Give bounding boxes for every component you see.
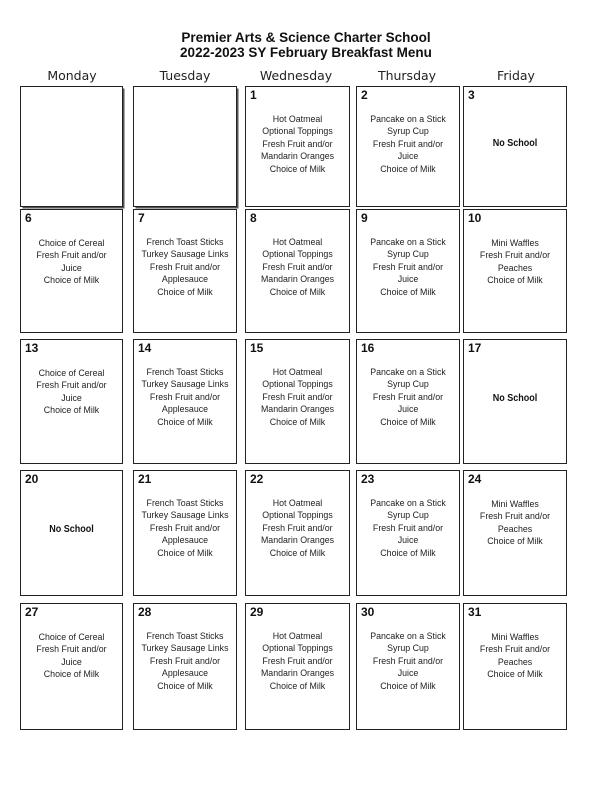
menu-item: Turkey Sausage Links [141,379,229,391]
menu-item: Juice [397,668,419,680]
date-number: 29 [250,605,264,619]
empty-day-cell [133,86,237,207]
menu-item: Choice of Milk [157,680,213,692]
menu-item: Optional Toppings [262,249,333,261]
day-cell-2 [356,86,460,207]
menu-item: Applesauce [161,404,209,416]
menu-item: Hot Oatmeal [272,114,323,125]
date-number: 2 [361,88,368,102]
menu-item: Turkey Sausage Links [141,510,229,522]
menu-items [138,237,232,299]
menu-item: Juice [61,392,82,404]
menu-item: Fresh Fruit and/or [149,522,221,534]
menu-item: Choice of Milk [43,275,100,287]
menu-items [138,498,232,560]
menu-item: Hot Oatmeal [272,498,323,509]
menu-items [138,631,232,693]
menu-item: Hot Oatmeal [272,631,323,642]
menu-item: Fresh Fruit and/or [372,261,444,273]
menu-item: Mandarin Oranges [260,535,335,547]
menu-item: Pancake on a Stick [370,367,446,378]
menu-item: Pancake on a Stick [370,237,446,248]
menu-item: Pancake on a Stick [370,498,446,509]
date-number: 3 [468,88,475,102]
date-number: 6 [25,211,32,225]
date-number: 9 [361,211,368,225]
menu-item: Fresh Fruit and/or [372,522,444,534]
menu-item: Choice of Milk [380,286,436,298]
menu-items [250,498,345,560]
date-number: 30 [361,605,375,619]
menu-item: Choice of Milk [157,547,213,559]
menu-item: Turkey Sausage Links [141,249,229,261]
date-number: 7 [138,211,145,225]
day-cell-27 [20,603,123,730]
day-cell-6 [20,209,123,333]
menu-item: Fresh Fruit and/or [262,522,333,534]
menu-item: Juice [397,404,419,416]
menu-item: Choice of Milk [487,669,543,681]
date-number: 13 [25,341,39,355]
menu-item: Juice [397,274,419,286]
day-cell-31 [463,603,567,730]
menu-item: Juice [61,262,82,274]
menu-item: Choice of Milk [269,416,326,428]
day-cell-17 [463,339,567,464]
menu-item: Fresh Fruit and/or [262,655,333,667]
menu-item: Mini Waffles [491,632,539,643]
day-header-thursday: Thursday [377,68,437,83]
day-cell-9 [356,209,460,333]
date-number: 15 [250,341,264,355]
menu-item: French Toast Sticks [146,631,224,642]
menu-item: French Toast Sticks [146,237,224,248]
menu-item: Fresh Fruit and/or [479,511,551,523]
menu-items [250,114,345,176]
menu-item: Fresh Fruit and/or [262,391,333,403]
day-header-wednesday: Wednesday [259,68,333,83]
day-cell-13 [20,339,123,464]
menu-item: Fresh Fruit and/or [372,138,444,150]
date-number: 24 [468,472,482,486]
menu-item: Choice of Milk [269,163,326,175]
menu-item: Choice of Milk [43,669,100,681]
menu-item: Syrup Cup [387,249,429,261]
date-number: 27 [25,605,39,619]
menu-item: Pancake on a Stick [370,631,446,642]
menu-item: Juice [61,656,82,668]
day-cell-30 [356,603,460,730]
date-number: 20 [25,472,39,486]
menu-item: Fresh Fruit and/or [262,261,333,273]
menu-item: Choice of Milk [487,536,543,548]
day-header-tuesday: Tuesday [159,68,211,83]
date-number: 1 [250,88,257,102]
menu-item: Peaches [497,656,533,668]
menu-items [468,632,562,682]
menu-item: Mini Waffles [491,499,539,510]
menu-items [250,631,345,693]
menu-items [468,238,562,288]
menu-item: Fresh Fruit and/or [479,644,551,656]
no-school-note: No School [492,137,538,149]
menu-items [361,498,455,560]
date-number: 22 [250,472,264,486]
day-cell-29 [245,603,350,730]
date-number: 28 [138,605,152,619]
menu-item: French Toast Sticks [146,498,224,509]
menu-item: Choice of Milk [269,547,326,559]
menu-item: Fresh Fruit and/or [149,655,221,667]
menu-items [25,238,118,288]
day-cell-24 [463,470,567,596]
day-cell-21 [133,470,237,596]
day-cell-14 [133,339,237,464]
date-number: 16 [361,341,375,355]
menu-item: Applesauce [161,274,209,286]
menu-item: Choice of Milk [43,405,100,417]
menu-item: Peaches [497,523,533,535]
menu-item: Mandarin Oranges [260,151,335,163]
day-cell-10 [463,209,567,333]
menu-item: Choice of Milk [269,286,326,298]
menu-item: Choice of Cereal [38,368,105,379]
date-number: 10 [468,211,482,225]
date-number: 23 [361,472,375,486]
menu-item: Juice [397,535,419,547]
menu-items [361,631,455,693]
menu-item: Syrup Cup [387,643,429,655]
menu-item: Mandarin Oranges [260,404,335,416]
menu-item: Fresh Fruit and/or [479,250,551,262]
menu-item: Optional Toppings [262,643,333,655]
day-cell-16 [356,339,460,464]
menu-item: Choice of Milk [380,163,436,175]
menu-items [468,499,562,549]
day-cell-23 [356,470,460,596]
menu-items [250,367,345,429]
menu-item: Optional Toppings [262,126,333,138]
date-number: 8 [250,211,257,225]
empty-day-cell [20,86,123,207]
day-header-friday: Friday [497,68,535,83]
date-number: 17 [468,341,482,355]
menu-item: Applesauce [161,535,209,547]
day-cell-1 [245,86,350,207]
menu-item: Syrup Cup [387,126,429,138]
menu-item: Choice of Milk [380,680,436,692]
menu-item: Fresh Fruit and/or [149,391,221,403]
day-cell-3 [463,86,567,207]
menu-item: Fresh Fruit and/or [262,138,333,150]
menu-item: Mandarin Oranges [260,274,335,286]
day-cell-22 [245,470,350,596]
school-name: Premier Arts & Science Charter School [181,30,431,45]
menu-items [361,237,455,299]
menu-items [361,114,455,176]
day-header-monday: Monday [47,68,97,83]
no-school-note: No School [492,392,538,404]
menu-items [361,367,455,429]
menu-item: Fresh Fruit and/or [36,250,107,262]
menu-items [25,368,118,418]
menu-item: Peaches [497,262,533,274]
menu-item: Mandarin Oranges [260,668,335,680]
menu-item: Choice of Milk [487,275,543,287]
menu-item: Fresh Fruit and/or [372,391,444,403]
menu-item: Fresh Fruit and/or [372,655,444,667]
menu-item: Pancake on a Stick [370,114,446,125]
menu-item: Applesauce [161,668,209,680]
day-cell-20 [20,470,123,596]
menu-item: Mini Waffles [491,238,539,249]
menu-items [250,237,345,299]
no-school-note: No School [49,524,94,535]
menu-item: Fresh Fruit and/or [36,644,107,656]
menu-item: Hot Oatmeal [272,367,323,378]
menu-item: Choice of Milk [380,416,436,428]
menu-title: 2022-2023 SY February Breakfast Menu [180,45,432,60]
menu-item: Optional Toppings [262,379,333,391]
menu-item: French Toast Sticks [146,367,224,378]
menu-items [138,367,232,429]
menu-item: Turkey Sausage Links [141,643,229,655]
menu-item: Choice of Cereal [38,238,105,249]
day-cell-8 [245,209,350,333]
menu-item: Fresh Fruit and/or [36,380,107,392]
menu-item: Choice of Milk [269,680,326,692]
menu-item: Choice of Milk [380,547,436,559]
menu-item: Syrup Cup [387,379,429,391]
day-cell-15 [245,339,350,464]
menu-item: Choice of Milk [157,416,213,428]
menu-item: Optional Toppings [262,510,333,522]
menu-item: Fresh Fruit and/or [149,261,221,273]
day-cell-7 [133,209,237,333]
day-cell-28 [133,603,237,730]
date-number: 31 [468,605,482,619]
date-number: 21 [138,472,152,486]
menu-item: Juice [397,151,419,163]
menu-item: Syrup Cup [387,510,429,522]
menu-items [25,632,118,682]
menu-item: Choice of Milk [157,286,213,298]
menu-item: Choice of Cereal [38,632,105,643]
menu-item: Hot Oatmeal [272,237,323,248]
date-number: 14 [138,341,152,355]
